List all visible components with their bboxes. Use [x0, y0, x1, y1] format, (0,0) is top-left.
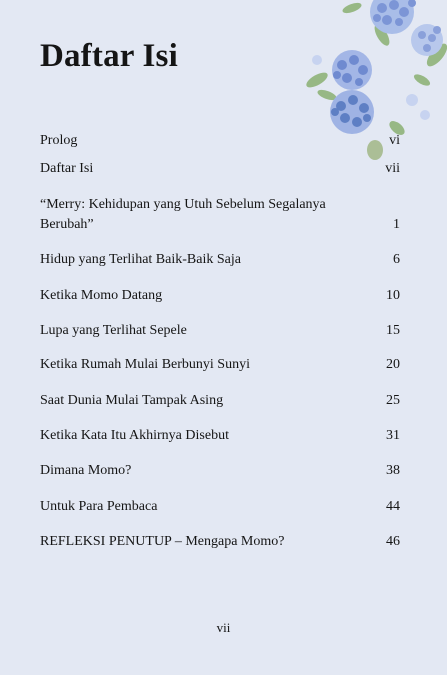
toc-entry-title: REFLEKSI PENUTUP – Mengapa Momo?	[40, 534, 285, 549]
toc-entry[interactable]	[40, 250, 400, 270]
toc-entry-title: Untuk Para Pembaca	[40, 499, 158, 514]
toc-entry-title: Hidup yang Terlihat Baik-Baik Saja	[40, 252, 241, 267]
toc-entry-title: Saat Dunia Mulai Tampak Asing	[40, 393, 224, 408]
toc-entry-title: Ketika Momo Datang	[40, 288, 163, 303]
toc-entry[interactable]	[40, 159, 400, 179]
toc-entry[interactable]	[40, 497, 400, 517]
toc-entry-title: Lupa yang Terlihat Sepele	[40, 323, 187, 338]
page-number: vii	[216, 620, 231, 635]
toc-entry-page: 10	[386, 288, 400, 303]
toc-entry-page: 25	[386, 393, 400, 408]
toc-entry[interactable]	[40, 461, 400, 481]
toc-entry[interactable]	[40, 286, 400, 306]
toc-entry-page: 46	[386, 534, 400, 549]
toc-entry[interactable]	[40, 391, 400, 411]
toc-entry[interactable]	[40, 195, 400, 235]
toc-entry-title: Prolog	[40, 133, 78, 148]
toc-entry-title: Dimana Momo?	[40, 463, 132, 478]
toc-entry-title: “Merry: Kehidupan yang Utuh Sebelum Segalanya Berubah”	[40, 197, 326, 232]
toc-entry-page: 6	[393, 252, 400, 267]
toc-entry-page: vi	[389, 133, 400, 148]
toc-entry-page: 20	[386, 357, 400, 372]
toc-entry-page: 38	[386, 463, 400, 478]
toc-entry[interactable]	[40, 532, 400, 552]
toc-entry-page: vii	[385, 161, 400, 176]
toc-entry[interactable]	[40, 321, 400, 341]
toc-entry[interactable]	[40, 426, 400, 446]
toc-entry-title: Ketika Kata Itu Akhirnya Disebut	[40, 428, 229, 443]
page-title: Daftar Isi	[40, 38, 178, 74]
toc-entry-title: Daftar Isi	[40, 161, 94, 176]
toc-entry-page: 15	[386, 323, 400, 338]
toc-entry[interactable]	[40, 355, 400, 375]
toc-entry-page: 31	[386, 428, 400, 443]
toc-entry-page: 44	[386, 499, 400, 514]
toc-entry-title: Ketika Rumah Mulai Berbunyi Sunyi	[40, 357, 250, 372]
toc-entry[interactable]	[40, 131, 400, 151]
toc-entry-page: 1	[393, 217, 400, 232]
